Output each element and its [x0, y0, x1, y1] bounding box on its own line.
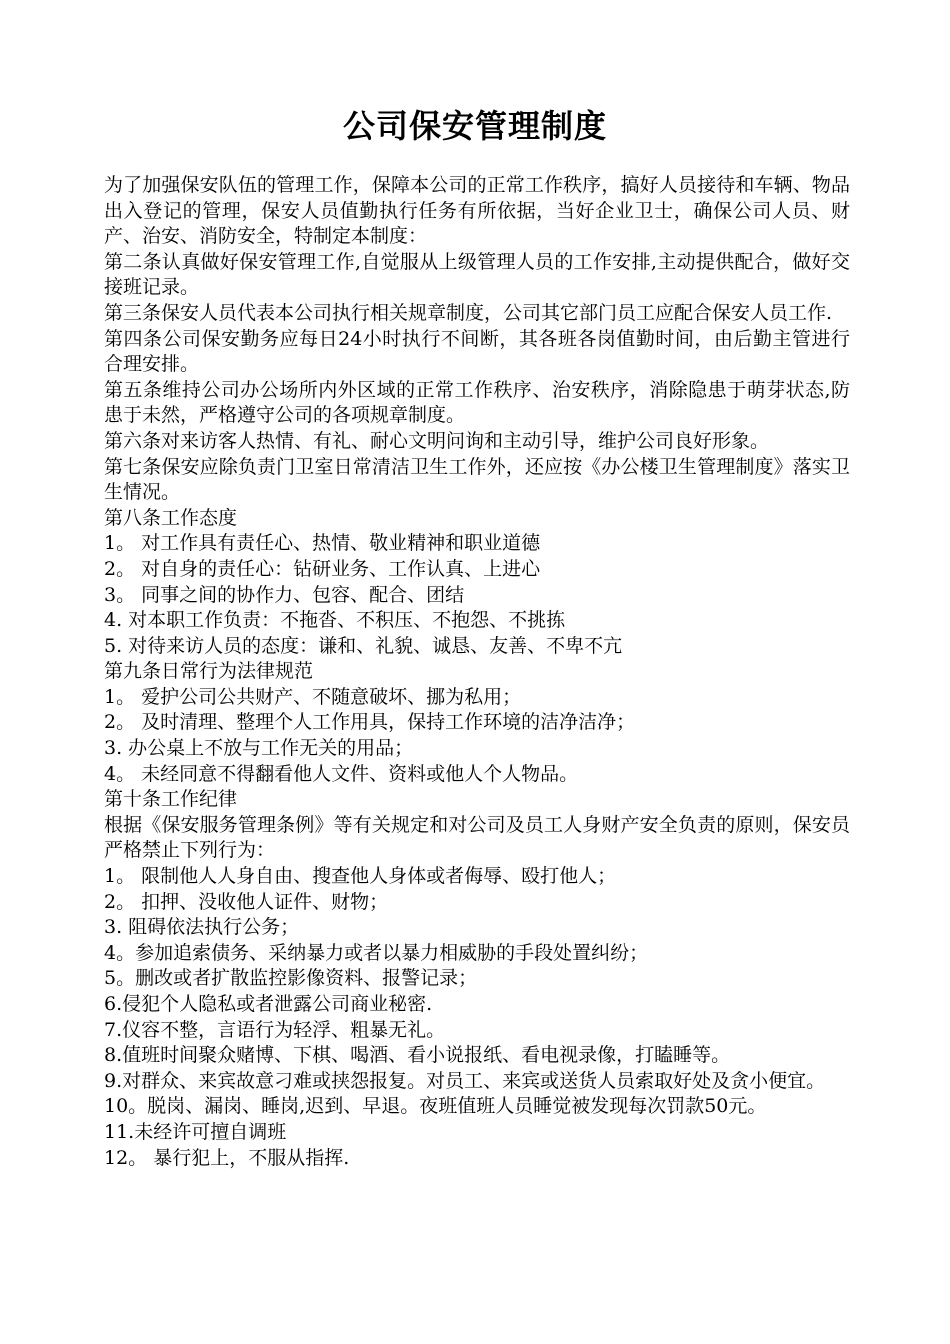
paragraph-article-5: 第五条维持公司办公场所内外区域的正常工作秩序、治安秩序，消除隐患于萌芽状态,防患于未然，严格遵守公司的各项规章制度。 — [104, 378, 850, 427]
paragraph-article-10-intro: 根据《保安服务管理条例》等有关规定和对公司及员工人身财产安全负责的原则，保安员严格禁止下列行为： — [104, 813, 850, 862]
list-item: 11.未经许可擅自调班 — [104, 1120, 287, 1143]
list-item: 1。 限制他人人身自由、搜查他人身体或者侮辱、殴打他人； — [104, 865, 617, 888]
section-heading-article-8: 第八条工作态度 — [104, 506, 238, 529]
paragraph-article-3: 第三条保安人员代表本公司执行相关规章制度，公司其它部门员工应配合保安人员工作. — [104, 301, 833, 324]
list-item: 2。 扣押、没收他人证件、财物； — [104, 890, 389, 913]
paragraph-article-7: 第七条保安应除负责门卫室日常清洁卫生工作外，还应按《办公楼卫生管理制度》落实卫生情况。 — [104, 455, 850, 504]
list-item: 1。 对工作具有责任心、热情、敬业精神和职业道德 — [104, 532, 541, 555]
section-heading-article-10: 第十条工作纪律 — [104, 788, 238, 811]
list-item: 7.仪容不整，言语行为轻浮、粗暴无礼。 — [104, 1018, 446, 1041]
list-item: 1。 爱护公司公共财产、不随意破坏、挪为私用； — [104, 685, 522, 708]
list-item: 4。 未经同意不得翻看他人文件、资料或他人个人物品。 — [104, 762, 579, 785]
list-item: 2。 及时清理、整理个人工作用具，保持工作环境的洁净洁净； — [104, 711, 636, 734]
list-item: 3。 同事之间的协作力、包容、配合、团结 — [104, 583, 465, 606]
list-item: 4。参加追索债务、采纳暴力或者以暴力相威胁的手段处置纠纷； — [104, 941, 649, 964]
list-item: 6.侵犯个人隐私或者泄露公司商业秘密. — [104, 993, 433, 1015]
list-item: 4. 对本职工作负责：不拖沓、不积压、不抱怨、不挑拣 — [104, 609, 566, 632]
paragraph-article-4: 第四条公司保安勤务应每日24小时执行不间断，其各班各岗值勤时间，由后勤主管进行合理安排。 — [104, 327, 850, 376]
document-body — [104, 173, 850, 1171]
list-item: 3. 阻碍依法执行公务； — [104, 916, 300, 939]
list-item: 8.值班时间聚众赌博、下棋、喝酒、看小说报纸、看电视录像，打瞌睡等。 — [104, 1044, 731, 1067]
paragraph-article-6: 第六条对来访客人热情、有礼、耐心文明问询和主动引导，维护公司良好形象。 — [104, 429, 770, 452]
list-item: 5。删改或者扩散监控影像资料、报警记录； — [104, 967, 478, 990]
section-heading-article-9: 第九条日常行为法律规范 — [104, 660, 314, 683]
list-item: 2。 对自身的责任心：钻研业务、工作认真、上进心 — [104, 557, 541, 580]
page-title: 公司保安管理制度 — [342, 107, 607, 145]
list-item: 3. 办公桌上不放与工作无关的用品； — [104, 737, 414, 760]
paragraph-intro: 为了加强保安队伍的管理工作，保障本公司的正常工作秩序，搞好人员接待和车辆、物品出入登记的管理，保安人员值勤执行任务有所依据，当好企业卫士，确保公司人员、财产、治安、消防安全，特制定本制度： — [104, 174, 850, 248]
list-item: 10。脱岗、漏岗、睡岗,迟到、早退。夜班值班人员睡觉被发现每次罚款50元。 — [104, 1095, 767, 1118]
list-item: 5. 对待来访人员的态度：谦和、礼貌、诚恳、友善、不卑不亢 — [104, 634, 623, 657]
list-item: 9.对群众、来宾故意刁难或挟怨报复。对员工、来宾或送货人员索取好处及贪小便宜。 — [104, 1069, 826, 1092]
paragraph-article-2: 第二条认真做好保安管理工作,自觉服从上级管理人员的工作安排,主动提供配合，做好交接班记录。 — [104, 250, 850, 299]
list-item: 12。 暴行犯上，不服从指挥. — [104, 1146, 350, 1169]
